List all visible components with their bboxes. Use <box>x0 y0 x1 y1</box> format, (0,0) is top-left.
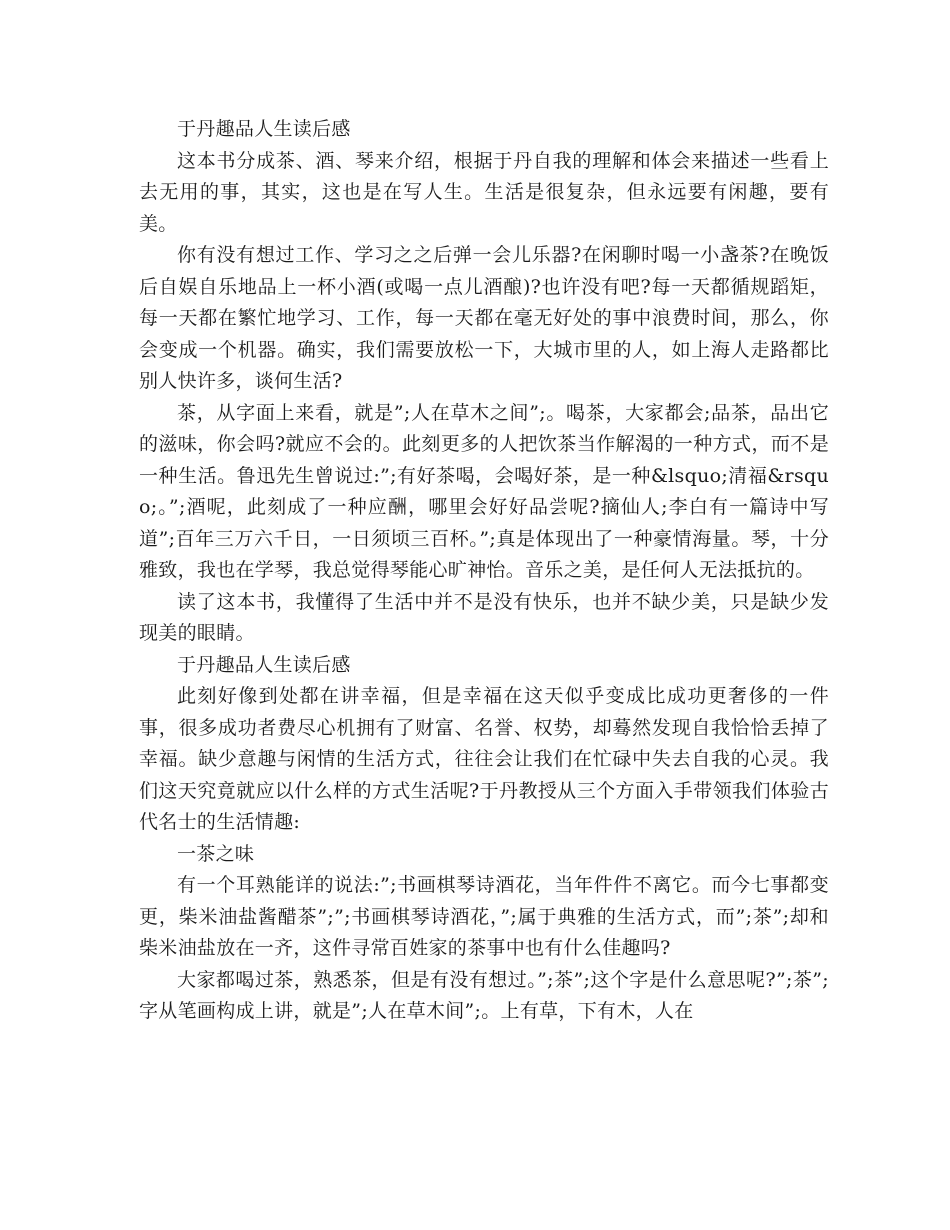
body-paragraph: 有一个耳熟能详的说法:”;书画棋琴诗酒花，当年件件不离它。而今七事都变更，柴米油盐酱醋茶”;”;书画棋琴诗酒花，”;属于典雅的生活方式，而”;茶”;却和柴米油盐放在一齐，这件寻常百姓家的茶事中也有什么佳趣吗? <box>139 874 829 959</box>
body-paragraph: 读了这本书，我懂得了生活中并不是没有快乐，也并不缺少美，只是缺少发现美的眼睛。 <box>139 590 829 644</box>
body-paragraph: 此刻好像到处都在讲幸福，但是幸福在这天似乎变成比成功更奢侈的一件事，很多成功者费尽心机拥有了财富、名誉、权势，却蓦然发现自我恰恰丢掉了幸福。缺少意趣与闲情的生活方式，往往会让我们在忙碌中失去自我的心灵。我们这天究竟就应以什么样的方式生活呢?于丹教授从三个方面入手带领我们体验古代名士的生活情趣: <box>139 685 829 833</box>
essay-title: 于丹趣品人生读后感 <box>177 118 351 140</box>
body-paragraph: 你有没有想过工作、学习之之后弹一会儿乐器?在闲聊时喝一小盏茶?在晚饭后自娱自乐地品上一杯小酒(或喝一点儿酒酿)?也许没有吧?每一天都循规蹈矩，每一天都在繁忙地学习、工作，每一天都在毫无好处的事中浪费时间，那么，你会变成一个机器。确实，我们需要放松一下，大城市里的人，如上海人走路都比别人快许多，谈何生活? <box>139 244 829 392</box>
body-paragraph: 大家都喝过茶，熟悉茶，但是有没有想过。”;茶”;这个字是什么意思呢?”;茶”;字从笔画构成上讲，就是”;人在草木间”;。上有草，下有木，人在 <box>139 968 829 1022</box>
body-paragraph: 茶，从字面上来看，就是”;人在草木之间”;。喝茶，大家都会;品茶，品出它的滋味，你会吗?就应不会的。此刻更多的人把饮茶当作解渴的一种方式，而不是一种生活。鲁迅先生曾说过:”;有好茶喝，会喝好茶，是一种&lsquo;清福&rsquo;。”;酒呢，此刻成了一种应酬，哪里会好好品尝呢?摘仙人;李白有一篇诗中写道”;百年三万六千日，一日须顷三百杯。”;真是体现出了一种豪情海量。琴，十分雅致，我也在学琴，我总觉得琴能心旷神怡。音乐之美，是任何人无法抵抗的。 <box>139 401 829 581</box>
section-heading: 一茶之味 <box>177 842 255 865</box>
document-body <box>139 114 829 1028</box>
body-paragraph: 这本书分成茶、酒、琴来介绍，根据于丹自我的理解和体会来描述一些看上去无用的事，其实，这也是在写人生。生活是很复杂，但永远要有闲趣，要有美。 <box>139 149 829 235</box>
essay-title: 于丹趣品人生读后感 <box>177 653 351 676</box>
